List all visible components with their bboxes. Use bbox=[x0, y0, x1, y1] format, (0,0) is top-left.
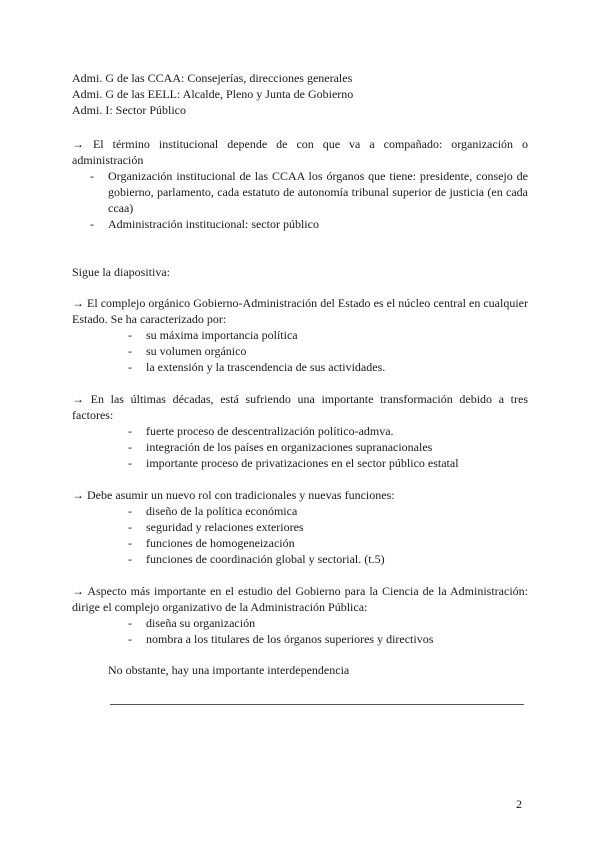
list-item bbox=[72, 168, 528, 216]
list-item bbox=[72, 327, 528, 343]
list-item bbox=[72, 216, 528, 232]
list-item-text: la extensión y la trascendencia de sus actividades. bbox=[146, 360, 386, 374]
list-item-text: diseña su organización bbox=[146, 616, 256, 630]
section-intro: → Aspecto más importante en el estudio del Gobierno para la Ciencia de la Administración: dirige el complejo organizativo de la Administración Pública: bbox=[72, 584, 528, 614]
section-transformacion bbox=[72, 391, 528, 471]
bullet-dash: - bbox=[128, 504, 132, 518]
header-line-ccaa: Admi. G de las CCAA: Consejerías, direcciones generales bbox=[72, 71, 353, 85]
list-item bbox=[72, 615, 528, 631]
bullet-dash: - bbox=[128, 616, 132, 630]
header-line-sector: Admi. I: Sector Público bbox=[72, 103, 186, 117]
closing-block bbox=[108, 662, 528, 678]
list-item bbox=[72, 423, 528, 439]
bullet-dash: - bbox=[128, 344, 132, 358]
bullet-dash: - bbox=[128, 440, 132, 454]
section-intro: → Debe asumir un nuevo rol con tradicionales y nuevas funciones: bbox=[72, 488, 395, 502]
bullet-dash: - bbox=[128, 520, 132, 534]
list-item bbox=[72, 503, 528, 519]
bullet-dash: - bbox=[128, 328, 132, 342]
bullet-dash: - bbox=[128, 632, 132, 646]
bullet-dash: - bbox=[90, 217, 94, 231]
list-item-text: Organización institucional de las CCAA los órganos que tiene: presidente, consejo de gobierno, parlamento, cada estatuto de autonomía tribunal superior de justicia (en cada ccaa) bbox=[108, 169, 528, 215]
bullet-dash: - bbox=[128, 536, 132, 550]
list-item bbox=[72, 455, 528, 471]
horizontal-rule bbox=[110, 704, 524, 705]
list-item bbox=[72, 439, 528, 455]
section-intro: → El término institucional depende de con que va a compañado: organización o administración bbox=[72, 137, 528, 167]
list-item-text: funciones de homogeneización bbox=[146, 536, 295, 550]
list-item-text: integración de los países en organizaciones supranacionales bbox=[146, 440, 433, 454]
list-item bbox=[72, 631, 528, 647]
list-item bbox=[72, 343, 528, 359]
section-aspecto bbox=[72, 583, 528, 647]
page-number: 2 bbox=[516, 797, 522, 811]
bullet-dash: - bbox=[128, 552, 132, 566]
list-item-text: su volumen orgánico bbox=[146, 344, 247, 358]
list-item-text: fuerte proceso de descentralización político-admva. bbox=[146, 424, 394, 438]
section-intro: → En las últimas décadas, está sufriendo una importante transformación debido a tres factores: bbox=[72, 392, 528, 422]
closing-text: No obstante, hay una importante interdependencia bbox=[108, 663, 350, 677]
header-lines bbox=[72, 70, 528, 118]
bullet-dash: - bbox=[128, 360, 132, 374]
list-item-text: importante proceso de privatizaciones en el sector público estatal bbox=[146, 456, 459, 470]
list-item bbox=[72, 535, 528, 551]
sigue-heading-block bbox=[72, 264, 528, 280]
section-nuevo-rol bbox=[72, 487, 528, 567]
section-intro: → El complejo orgánico Gobierno-Administración del Estado es el núcleo central en cualquier Estado. Se ha caracterizado por: bbox=[72, 296, 528, 326]
section-complejo bbox=[72, 295, 528, 375]
list-item-text: seguridad y relaciones exteriores bbox=[146, 520, 304, 534]
list-item bbox=[72, 359, 528, 375]
list-item-text: Administración institucional: sector público bbox=[108, 217, 319, 231]
list-item bbox=[72, 519, 528, 535]
list-item-text: su máxima importancia política bbox=[146, 328, 298, 342]
bullet-dash: - bbox=[128, 456, 132, 470]
bullet-dash: - bbox=[90, 169, 94, 183]
list-item-text: funciones de coordinación global y sectorial. (t.5) bbox=[146, 552, 385, 566]
bullet-dash: - bbox=[128, 424, 132, 438]
header-line-eell: Admi. G de las EELL: Alcalde, Pleno y Junta de Gobierno bbox=[72, 87, 354, 101]
list-item-text: nombra a los titulares de los órganos superiores y directivos bbox=[146, 632, 434, 646]
list-item bbox=[72, 551, 528, 567]
section-institucional bbox=[72, 136, 528, 232]
sigue-heading: Sigue la diapositiva: bbox=[72, 265, 170, 279]
list-item-text: diseño de la política económica bbox=[146, 504, 298, 518]
